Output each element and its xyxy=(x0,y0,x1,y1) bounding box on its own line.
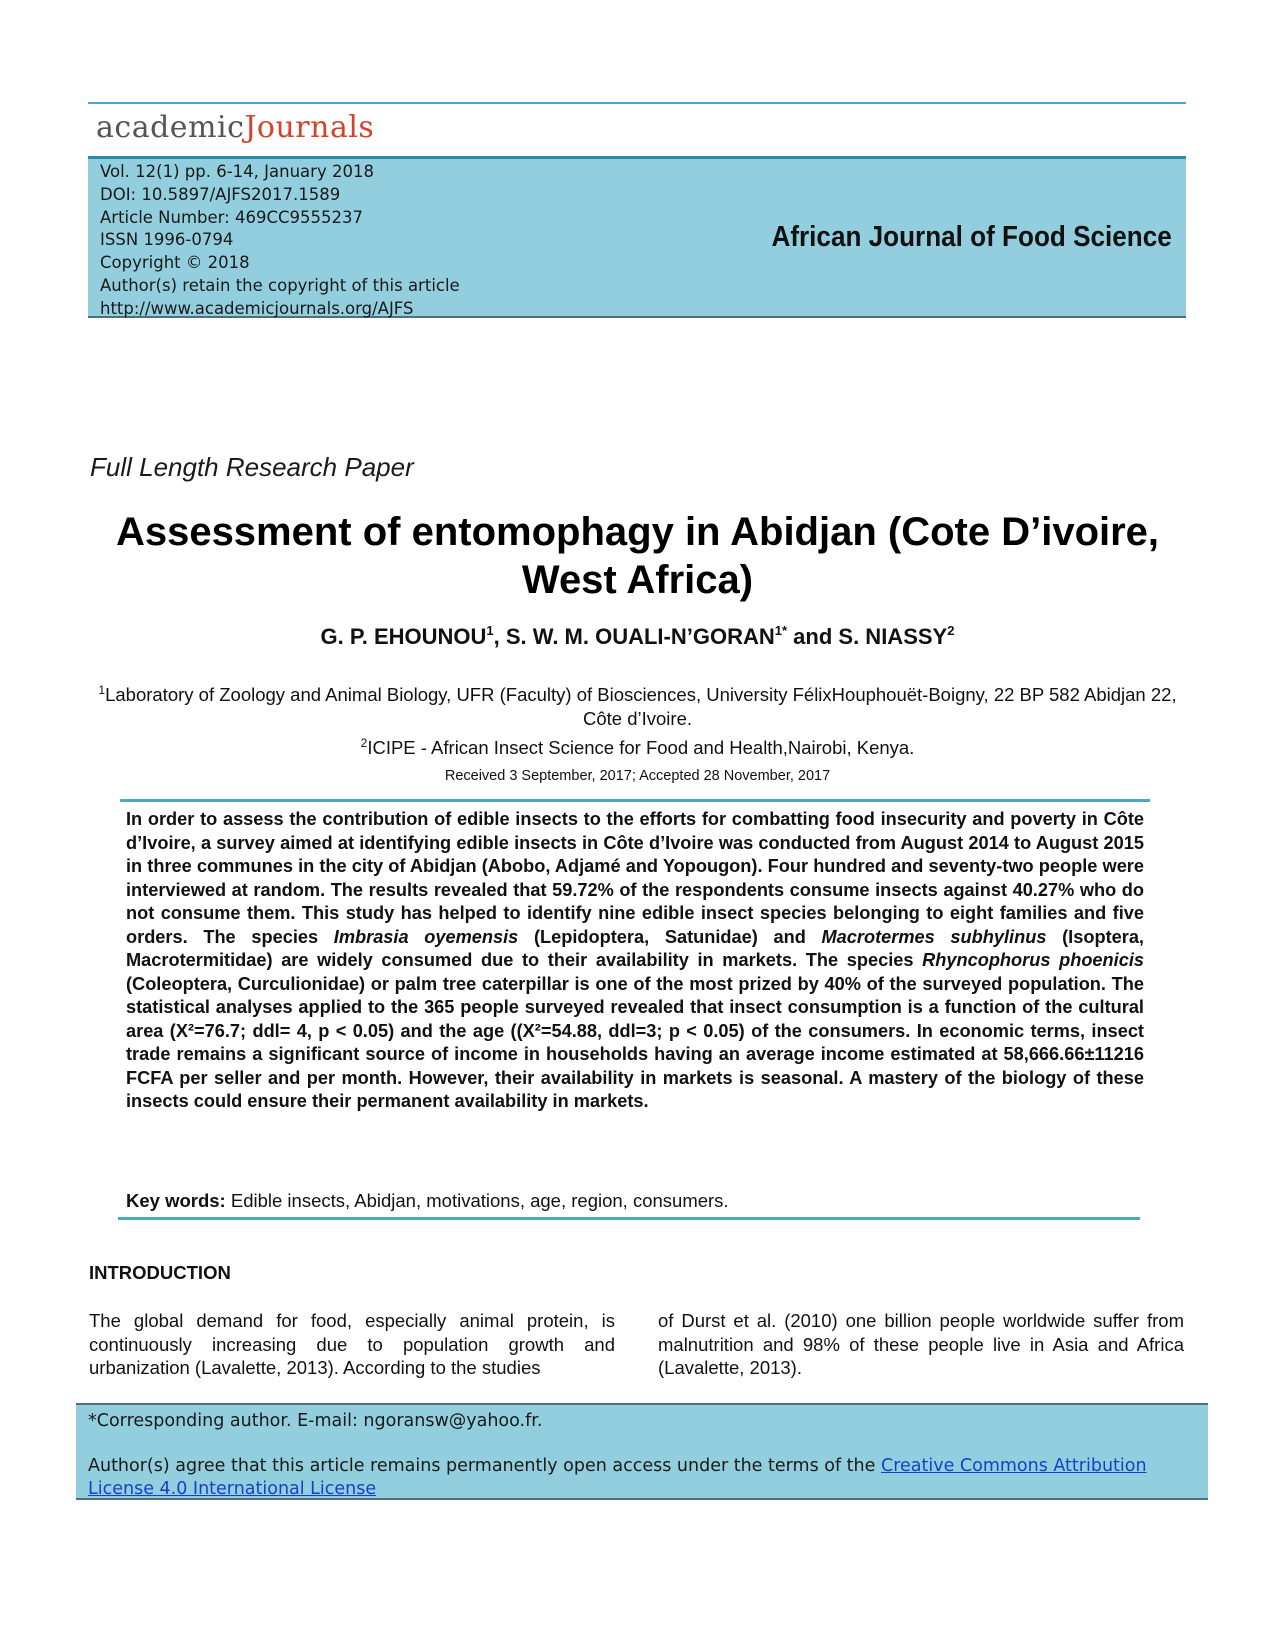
author-affiliation-mark: 1 xyxy=(486,623,494,638)
logo-text-academic: academic xyxy=(96,110,245,145)
abstract-part: In order to assess the contribution of edible insects to the efforts for combatting food insecurity and poverty in Côte d’Ivoire, a survey aimed at identifying edible insects in Côte d’Ivoire was conducted from August 2014 to August 2015 in three communes in the city of Abidjan (Abobo, Adjamé and Yopougon). Four hundred and seventy-two people were interviewed at random. The results revealed that 59.72% of the respondents consume insects against 40.27% who do not consume them. This study has helped to identify nine edible insect species belonging to eight families and five orders. The species xyxy=(126,809,1144,947)
introduction-column-right: of Durst et al. (2010) one billion people worldwide suffer from malnutrition and 98% of these people live in Asia and Africa (Lavalette, 2013). xyxy=(658,1310,1184,1378)
journal-url-line[interactable]: http://www.academicjournals.org/AJFS xyxy=(100,298,414,318)
species-name: Rhyncophorus phoenicis xyxy=(922,950,1144,970)
title-line-2: West Africa) xyxy=(521,558,754,602)
title-line-1: Assessment of entomophagy in Abidjan (Cote D’ivoire, xyxy=(115,510,1160,554)
license-link[interactable]: Creative Commons Attribution License 4.0 International License xyxy=(88,1456,1147,1499)
affiliation-mark: 1 xyxy=(98,683,106,697)
abstract-bottom-rule xyxy=(118,1217,1140,1220)
author-list xyxy=(70,623,1205,650)
copyright-line: Copyright © 2018 xyxy=(100,253,250,273)
article-metadata xyxy=(100,161,460,321)
journal-info-box xyxy=(88,156,1186,318)
keywords-label: Key words: xyxy=(126,1190,226,1211)
abstract-top-rule xyxy=(120,799,1150,802)
author-rights-line: Author(s) retain the copyright of this article xyxy=(100,275,460,295)
author-name: S. NIASSY xyxy=(838,624,948,649)
header-top-rule xyxy=(88,102,1186,104)
author-conjunction: and xyxy=(787,624,839,649)
species-name: Macrotermes subhylinus xyxy=(821,926,1047,947)
license-text: Author(s) agree that this article remains permanently open access under the terms of the xyxy=(88,1456,881,1476)
license-notice xyxy=(88,1455,1198,1501)
footer-box xyxy=(76,1403,1208,1500)
affiliation-1 xyxy=(80,678,1195,731)
paper-type: Full Length Research Paper xyxy=(90,452,414,482)
academic-journals-logo[interactable] xyxy=(96,110,374,145)
introduction-heading: INTRODUCTION xyxy=(89,1262,231,1283)
author-affiliation-mark: 2 xyxy=(947,623,955,638)
author-name: G. P. EHOUNOU xyxy=(320,624,487,649)
volume-line: Vol. 12(1) pp. 6-14, January 2018 xyxy=(100,162,374,181)
article-number-line: Article Number: 469CC9555237 xyxy=(100,207,363,227)
affiliation-text: Laboratory of Zoology and Animal Biology, UFR (Faculty) of Biosciences, University FélixHouphouët-Boigny, 22 BP 582 Abidjan 22, Côte d’Ivoire. xyxy=(105,684,1177,729)
affiliation-text: ICIPE - African Insect Science for Food and Health,Nairobi, Kenya. xyxy=(367,737,915,758)
paper-title xyxy=(70,508,1205,604)
corresponding-author: *Corresponding author. E-mail: ngoransw@yahoo.fr. xyxy=(88,1411,543,1431)
abstract-part: (Isoptera, Macrotermitidae) are widely consumed due to their availability in markets. The species xyxy=(126,926,1144,970)
species-name: Imbrasia oyemensis xyxy=(333,926,519,947)
author-affiliation-mark: 1* xyxy=(774,623,788,638)
doi-line: DOI: 10.5897/AJFS2017.1589 xyxy=(100,184,341,204)
affiliation-mark: 2 xyxy=(360,736,368,750)
issn-line: ISSN 1996-0794 xyxy=(100,230,234,250)
abstract-part: (Coleoptera, Curculionidae) or palm tree caterpillar is one of the most prized by 40% of the surveyed population. The statistical analyses applied to the 365 people surveyed revealed that insect consumption is a function of the cultural area (X²=76.7; ddl= 4, p < 0.05) and the age ((X²=54.88, ddl=3; p < 0.05) of the consumers. In economic terms, insect trade remains a significant source of income in households having an average income estimated at 58,666.66±11216 FCFA per seller and per month. However, their availability in markets is seasonal. A mastery of the biology of these insects could ensure their permanent availability in markets. xyxy=(126,973,1144,1111)
author-name: S. W. M. OUALI-N’GORAN xyxy=(505,624,775,649)
journal-name: African Journal of Food Science xyxy=(771,221,1172,253)
introduction-column-left: The global demand for food, especially animal protein, is continuously increasing due to population growth and urbanization (Lavalette, 2013). According to the studies xyxy=(89,1310,615,1378)
affiliation-2 xyxy=(80,731,1195,760)
keywords-list: Edible insects, Abidjan, motivations, age, region, consumers. xyxy=(225,1190,729,1211)
author-separator: , xyxy=(493,624,506,649)
logo-text-journals: Journals xyxy=(244,110,375,145)
abstract-part: (Lepidoptera, Satunidae) and xyxy=(518,926,822,947)
abstract-text xyxy=(126,808,1144,1114)
affiliations xyxy=(80,678,1195,760)
received-accepted-dates: Received 3 September, 2017; Accepted 28 November, 2017 xyxy=(444,768,831,784)
keywords xyxy=(126,1190,729,1212)
